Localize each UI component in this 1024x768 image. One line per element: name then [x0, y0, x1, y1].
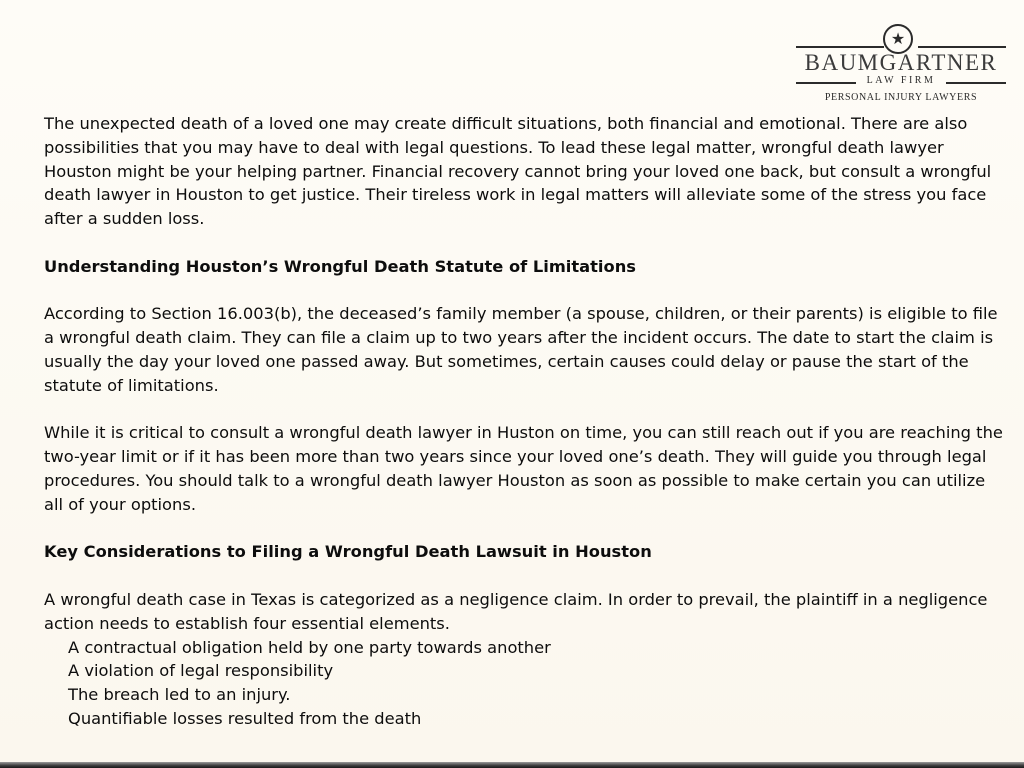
logo-tagline: PERSONAL INJURY LAWYERS [824, 92, 978, 103]
statute-paragraph: According to Section 16.003(b), the deceased’s family member (a spouse, children, or their parents) is eligible to file a wrongful death claim. They can file a claim up to two years after the incident occurs. The date to start the claim is usually the day your loved one passed away. But sometimes, certain causes could delay or pause the start of the statute of limitations. [44, 304, 998, 395]
section-heading-considerations: Key Considerations to Filing a Wrongful Death Lawsuit in Houston [44, 542, 652, 562]
logo-sub-row [790, 75, 1012, 89]
negligence-paragraph: A wrongful death case in Texas is categorized as a negligence claim. In order to prevail, the plaintiff in a negligence action needs to establish four essential elements. [44, 589, 988, 633]
logo-emblem-row [790, 20, 1012, 54]
list-item: A contractual obligation held by one party towards another [68, 637, 551, 657]
star-icon: ★ [883, 24, 913, 54]
logo-rule-left [796, 46, 884, 48]
list-item: Quantifiable losses resulted from the death [68, 708, 422, 728]
intro-paragraph: The unexpected death of a loved one may create difficult situations, both financial and emotional. There are also possibilities that you may have to deal with legal questions. To lead these legal matter, wrongful death lawyer Houston might be your helping partner. Financial recovery cannot bring your loved one back, but consult a wrongful death lawyer in Houston to get justice. Their tireless work in legal matters will alleviate some of the stress you face after a sudden loss. [44, 114, 992, 229]
logo-firm-name: BAUMGARTNER [804, 50, 998, 75]
firm-logo [790, 14, 1012, 108]
article-body [44, 112, 1004, 731]
list-item: A violation of legal responsibility [68, 661, 334, 681]
logo-sub-rule-right [946, 82, 1006, 84]
logo-subtitle: LAW FIRM [866, 75, 936, 86]
elements-list [44, 636, 1004, 731]
bottom-border [0, 762, 1024, 768]
logo-rule-right [918, 46, 1006, 48]
list-item: The breach led to an injury. [68, 685, 291, 705]
logo-sub-rule-left [796, 82, 856, 84]
section-heading-statute: Understanding Houston’s Wrongful Death Statute of Limitations [44, 256, 636, 276]
consult-paragraph: While it is critical to consult a wrongful death lawyer in Huston on time, you can still reach out if you are reaching the two-year limit or if it has been more than two years since your loved one’s death. They will guide you through legal procedures. You should talk to a wrongful death lawyer Houston as soon as possible to make certain you can utilize all of your options. [44, 423, 1003, 514]
